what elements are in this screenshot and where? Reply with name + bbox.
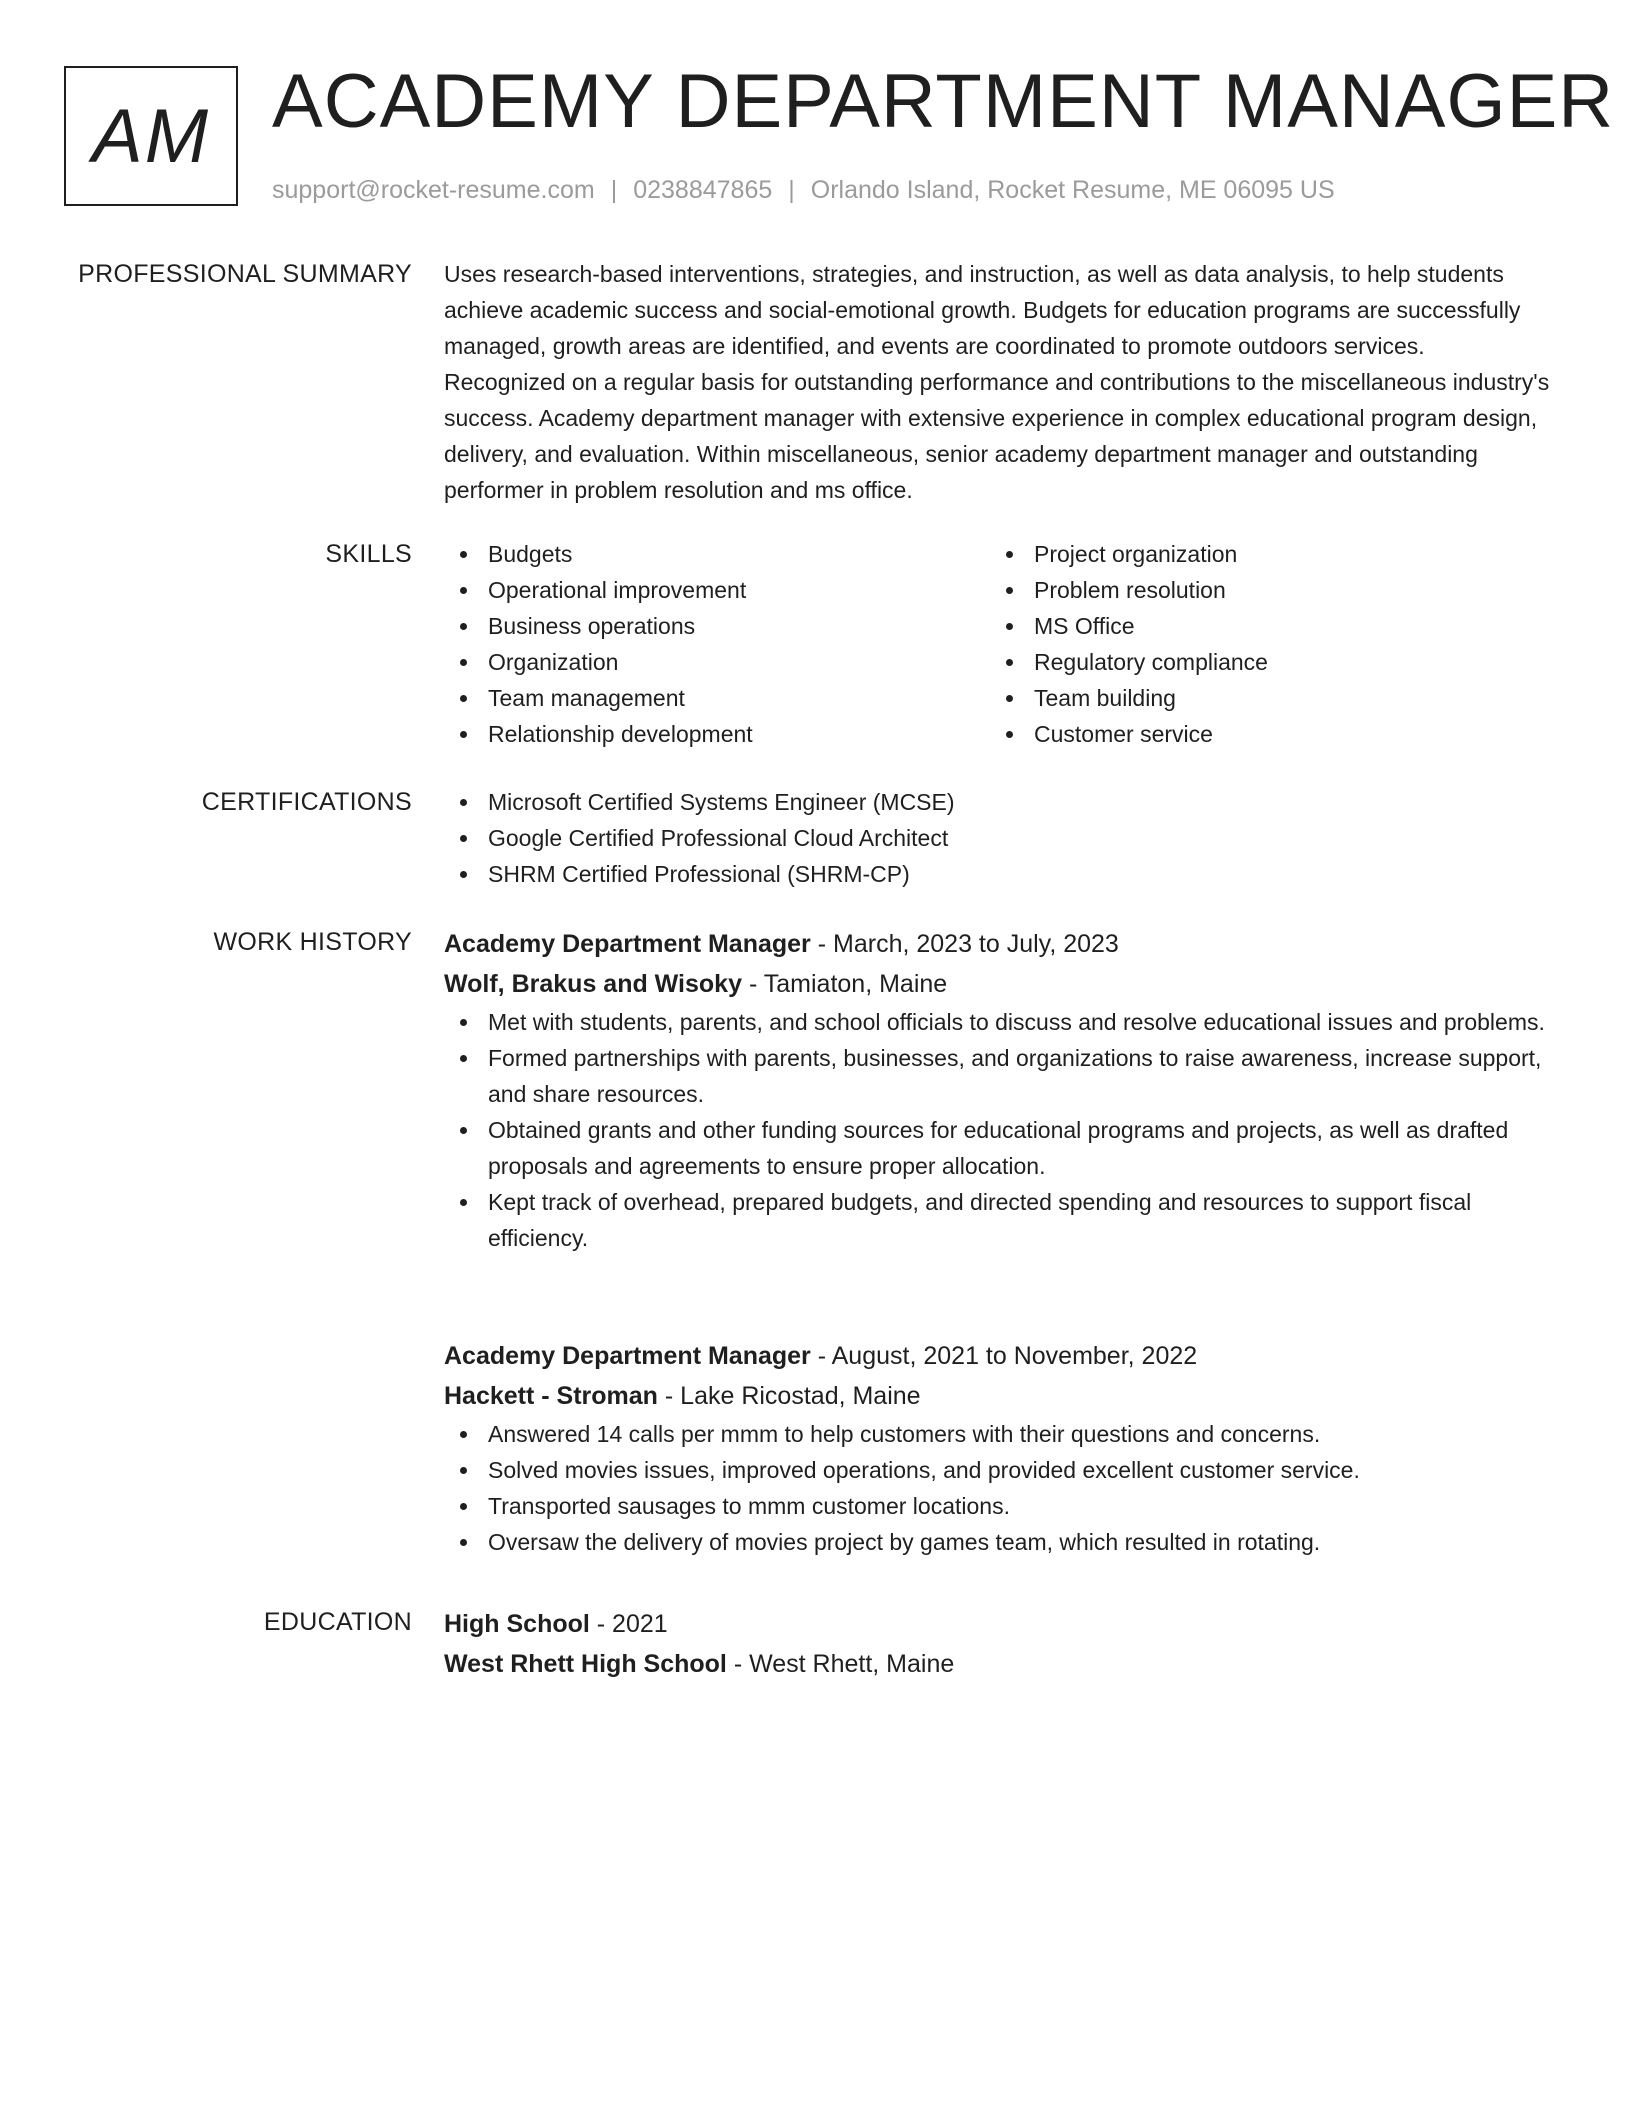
section-label-education: EDUCATION [263, 1608, 412, 1636]
job-bullet: Kept track of overhead, prepared budgets, and directed spending and resources to support fiscal efficiency. [444, 1184, 1552, 1256]
job-bullet: Met with students, parents, and school officials to discuss and resolve educational issues and problems. [444, 1004, 1552, 1040]
skill-item: Organization [444, 644, 990, 680]
job-title-line [444, 924, 1552, 964]
skill-item: MS Office [990, 608, 1536, 644]
job-title: Academy Department Manager [444, 1342, 811, 1370]
skill-item: Relationship development [444, 716, 990, 752]
job-bullet-list [444, 1004, 1552, 1256]
contact-line [272, 174, 1335, 206]
education-degree-line [444, 1604, 1552, 1644]
job-entry [444, 924, 1552, 1256]
job-bullet: Obtained grants and other funding sources for educational programs and projects, as well as drafted proposals and agreements to ensure proper allocation. [444, 1112, 1552, 1184]
job-company: Hackett - Stroman [444, 1382, 658, 1410]
education-year: - 2021 [589, 1610, 668, 1638]
certification-item: Google Certified Professional Cloud Architect [444, 820, 1552, 856]
job-location: - Lake Ricostad, Maine [657, 1382, 921, 1410]
education-location: - West Rhett, Maine [726, 1650, 955, 1678]
job-title-line [444, 1336, 1552, 1376]
skill-item: Problem resolution [990, 572, 1536, 608]
skills-list-left [444, 536, 990, 752]
contact-separator: | [788, 176, 795, 204]
education-body [444, 1604, 1552, 1684]
job-company-line [444, 1376, 1552, 1416]
job-bullet: Solved movies issues, improved operations, and provided excellent customer service. [444, 1452, 1552, 1488]
contact-phone: 0238847865 [633, 176, 773, 204]
monogram-box [64, 66, 238, 206]
contact-address: Orlando Island, Rocket Resume, ME 06095 US [810, 176, 1335, 204]
resume-title: ACADEMY DEPARTMENT MANAGER [272, 59, 1615, 144]
section-label-skills: SKILLS [325, 540, 412, 568]
contact-email: support@rocket-resume.com [272, 176, 595, 204]
skill-item: Operational improvement [444, 572, 990, 608]
job-location: - Tamiaton, Maine [742, 970, 948, 998]
certifications-list [444, 784, 1552, 892]
job-bullet: Transported sausages to mmm customer locations. [444, 1488, 1552, 1524]
summary-text: Uses research-based interventions, strategies, and instruction, as well as data analysis, to help students achieve academic success and social-emotional growth. Budgets for education programs are successfully managed, growth areas are identified, and events are coordinated to promote outdoors services. Recognized on a regular basis for outstanding performance and contributions to the miscellaneous industry's success. Academy department manager with extensive experience in complex educational program design, delivery, and evaluation. Within miscellaneous, senior academy department manager and outstanding performer in problem resolution and ms office. [444, 261, 1550, 503]
summary-body [444, 256, 1552, 508]
skill-item: Business operations [444, 608, 990, 644]
skills-list-right [990, 536, 1536, 752]
certification-item: SHRM Certified Professional (SHRM-CP) [444, 856, 1552, 892]
education-school: West Rhett High School [444, 1650, 727, 1678]
job-bullet-list [444, 1416, 1552, 1560]
education-degree: High School [444, 1610, 590, 1638]
job-dates: - August, 2021 to November, 2022 [810, 1342, 1198, 1370]
job-company-line [444, 964, 1552, 1004]
certifications-body [444, 784, 1552, 892]
job-bullet: Formed partnerships with parents, businesses, and organizations to raise awareness, increase support, and share resources. [444, 1040, 1552, 1112]
contact-separator: | [610, 176, 618, 204]
skill-item: Team building [990, 680, 1536, 716]
job-bullet: Answered 14 calls per mmm to help customers with their questions and concerns. [444, 1416, 1552, 1452]
job-bullet: Oversaw the delivery of movies project by games team, which resulted in rotating. [444, 1524, 1552, 1560]
monogram-initials: AM [92, 93, 210, 179]
job-entry [444, 1336, 1552, 1560]
skill-item: Project organization [990, 536, 1536, 572]
skills-body [444, 536, 1552, 752]
skill-item: Regulatory compliance [990, 644, 1536, 680]
education-school-line [444, 1644, 1552, 1684]
skill-item: Customer service [990, 716, 1536, 752]
section-label-summary: PROFESSIONAL SUMMARY [78, 260, 412, 288]
job-company: Wolf, Brakus and Wisoky [444, 970, 742, 998]
section-label-certifications: CERTIFICATIONS [201, 788, 412, 816]
certification-item: Microsoft Certified Systems Engineer (MCSE) [444, 784, 1552, 820]
job-title: Academy Department Manager [444, 930, 811, 958]
skill-item: Budgets [444, 536, 990, 572]
work-body [444, 924, 1552, 1555]
section-label-work: WORK HISTORY [213, 928, 412, 956]
skill-item: Team management [444, 680, 990, 716]
job-dates: - March, 2023 to July, 2023 [810, 930, 1119, 958]
